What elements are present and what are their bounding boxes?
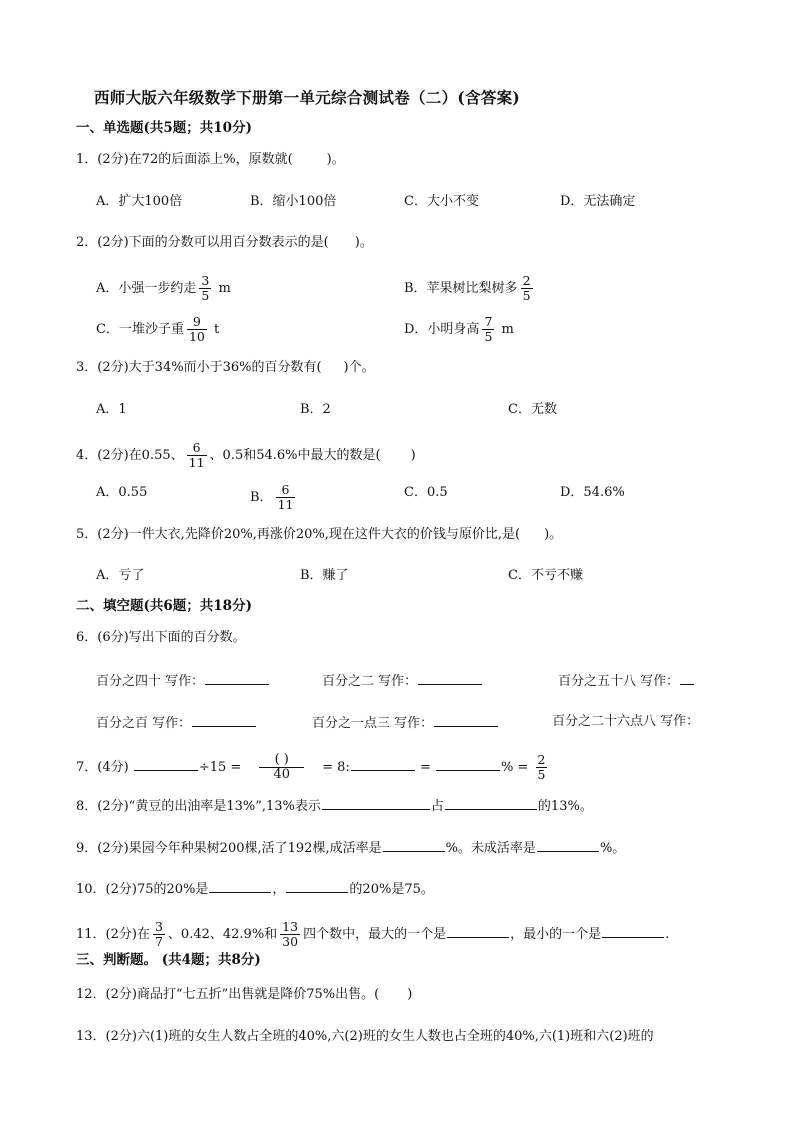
question-5-option-a[interactable]: A．亏了 — [96, 568, 145, 583]
question-5-option-b[interactable]: B．赚了 — [300, 568, 349, 583]
fraction-6-11: $\frac{6}{11}$ — [277, 482, 294, 512]
question-5-close: )。 — [544, 527, 563, 542]
fraction-7-5: $\frac{7}{5}$ — [484, 314, 493, 344]
fraction-13-30: $\frac{13}{30}$ — [282, 919, 299, 949]
question-5-option-c[interactable]: C．不亏不赚 — [508, 568, 583, 583]
fraction-2-5: $\frac{2}{5}$ — [522, 273, 531, 303]
answer-blank[interactable] — [192, 712, 256, 727]
question-3-text: 3．(2分)大于34%而小于36%的百分数有( — [76, 360, 322, 375]
question-1-option-c[interactable]: C．大小不变 — [404, 194, 479, 209]
question-7-label: 7．(4分) — [76, 760, 129, 775]
question-11-stem: 11．(2分)在 $\frac{3}{7}$ 、0.42、42.9%和 $\frac{13}{30}$ 四个数中，最大的一个是 ，最小的一个是 . — [76, 919, 670, 949]
fraction-9-10: $\frac{9}{10}$ — [188, 314, 205, 344]
question-1-close: )。 — [326, 152, 345, 167]
answer-blank[interactable] — [447, 923, 509, 938]
section-heading-fill-blank: 二、填空题(共6题；共18分) — [76, 598, 252, 614]
question-2-close: )。 — [354, 235, 373, 250]
question-4-text-2: 、0.5和54.6%中最大的数是( — [209, 448, 381, 463]
answer-blank[interactable] — [434, 712, 498, 727]
question-13-stem: 13．(2分)六(1)班的女生人数占全班的40%,六(2)班的女生人数也占全班的40%,六(1)班和六(2)班的 — [76, 1029, 654, 1044]
question-4-option-d[interactable]: D．54.6% — [560, 485, 625, 500]
question-2-option-a[interactable] — [96, 274, 231, 303]
answer-blank[interactable] — [418, 670, 482, 685]
question-6-item: 百分之百 写作： — [96, 712, 257, 734]
question-8-stem: 8．(2分)“黄豆的出油率是13%”,13%表示 占 的13%。 — [76, 795, 593, 817]
answer-blank[interactable] — [602, 923, 664, 938]
question-6-item: 百分之一点三 写作： — [312, 712, 499, 734]
option-d-label: D．小明身高 — [404, 322, 480, 337]
fraction-blank-40[interactable]: $\frac{( )}{40}$ — [259, 753, 304, 782]
question-6-stem: 6．(6分)写出下面的百分数。 — [76, 630, 246, 645]
section-heading-true-false: 三、判断题。 (共4题；共8分) — [76, 952, 261, 968]
question-6-item: 百分之四十 写作： — [96, 670, 270, 692]
question-12-stem: 12．(2分)商品打“七五折”出售就是降价75%出售。( ) — [76, 987, 413, 1002]
answer-blank[interactable] — [209, 878, 271, 893]
question-4-option-b[interactable] — [250, 483, 298, 512]
question-4-text: 4．(2分)在0.55、 — [76, 448, 184, 463]
question-1-option-a[interactable]: A．扩大100倍 — [96, 194, 183, 209]
fraction-3-7: $\frac{3}{7}$ — [154, 919, 163, 949]
answer-blank[interactable] — [680, 670, 694, 685]
answer-blank[interactable] — [134, 756, 198, 771]
question-5-stem — [76, 525, 562, 545]
question-3-stem — [76, 358, 375, 378]
answer-blank[interactable] — [351, 756, 415, 771]
page-title: 西师大版六年级数学下册第一单元综合测试卷（二）(含答案) — [94, 88, 521, 107]
question-2-option-d[interactable] — [404, 315, 514, 344]
fraction-6-11: $\frac{6}{11}$ — [188, 440, 205, 470]
question-6-item: 百分之二 写作： — [322, 670, 483, 692]
option-c-label: C．一堆沙子重 — [96, 322, 184, 337]
answer-blank[interactable] — [383, 837, 445, 852]
question-9-stem: 9．(2分)果园今年种果树200棵,活了192棵,成活率是 %。未成活率是 %。 — [76, 837, 625, 859]
question-3-option-b[interactable]: B．2 — [300, 402, 331, 417]
question-3-option-a[interactable]: A．1 — [96, 402, 127, 417]
answer-blank[interactable] — [286, 878, 348, 893]
unit-m: m — [218, 281, 231, 296]
question-3-option-c[interactable]: C．无数 — [508, 402, 557, 417]
question-4-option-c[interactable]: C．0.5 — [404, 485, 448, 500]
question-10-stem: 10．(2分)75的20%是 ， 的20%是75。 — [76, 878, 434, 900]
question-4-option-a[interactable]: A．0.55 — [96, 485, 148, 500]
question-7-stem: 7．(4分) ÷15 = $\frac{( )}{40}$ = 8: = % = $\frac{2}{5}$ — [76, 752, 546, 782]
question-6-item: 百分之二十六点八 写作： — [552, 714, 700, 729]
answer-blank[interactable] — [537, 837, 599, 852]
question-2-stem — [76, 233, 373, 253]
question-1-option-b[interactable]: B．缩小100倍 — [250, 194, 337, 209]
question-2-option-b[interactable] — [404, 274, 536, 303]
fraction-3-5: $\frac{3}{5}$ — [201, 273, 210, 303]
question-1-stem — [76, 150, 345, 170]
question-2-text: 2．(2分)下面的分数可以用百分数表示的是( — [76, 235, 329, 250]
question-4-close: ) — [410, 448, 416, 463]
question-5-text: 5．(2分)一件大衣,先降价20%,再涨价20%,现在这件大衣的价钱与原价比,是( — [76, 527, 521, 542]
option-b-label: B．苹果树比梨树多 — [404, 281, 518, 296]
section-heading-single-choice: 一、单选题(共5题；共10分) — [76, 120, 252, 136]
unit-t: t — [214, 322, 220, 337]
question-2-option-c[interactable] — [96, 315, 219, 344]
answer-blank[interactable] — [445, 795, 537, 810]
unit-m: m — [501, 322, 514, 337]
option-a-label: A．小强一步约走 — [96, 281, 197, 296]
question-4-stem — [76, 441, 416, 470]
answer-blank[interactable] — [436, 756, 500, 771]
question-1-text: 1．(2分)在72的后面添上%，原数就( — [76, 152, 293, 167]
question-6-item: 百分之五十八 写作： — [558, 670, 695, 692]
question-1-option-d[interactable]: D．无法确定 — [560, 194, 636, 209]
answer-blank[interactable] — [322, 795, 430, 810]
answer-blank[interactable] — [205, 670, 269, 685]
question-3-close: )个。 — [343, 360, 375, 375]
fraction-2-5: $\frac{2}{5}$ — [537, 752, 546, 782]
option-b-label: B． — [250, 490, 273, 505]
